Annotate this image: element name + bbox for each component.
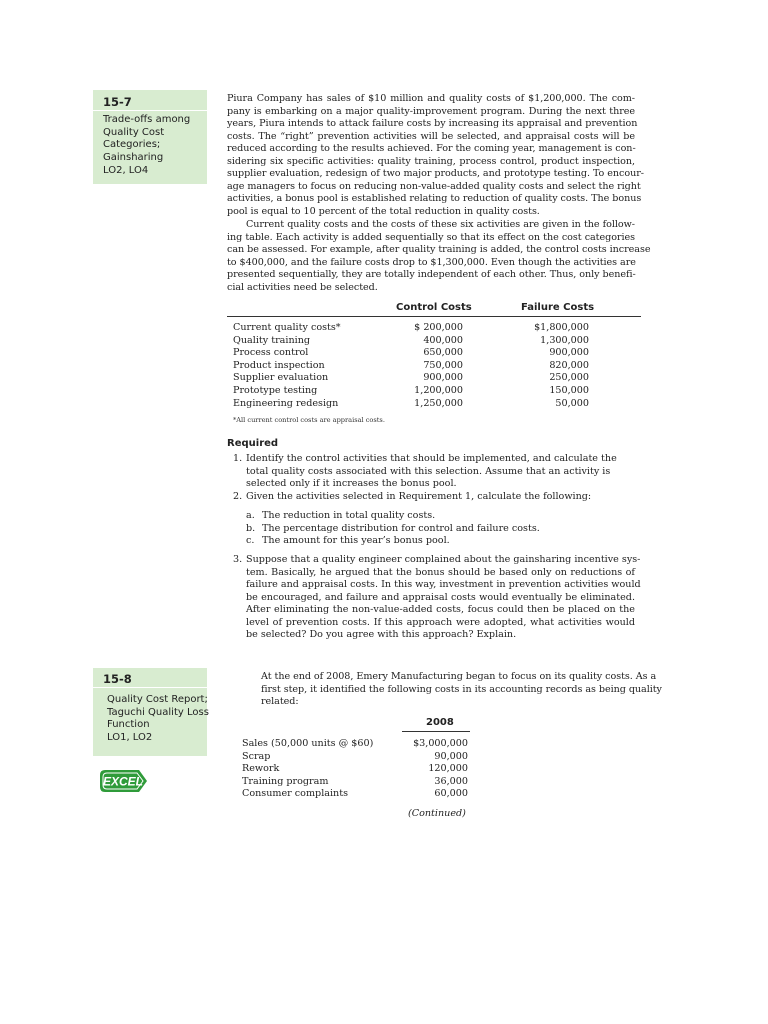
table-row: Sales (50,000 units @ $60) $3,000,000 <box>242 738 468 749</box>
requirement-2c: c. The amount for this year’s bonus pool. <box>246 535 450 547</box>
requirement-1: 1. Identify the control activities that should be implemented, and calculate the total quality costs associated with this selection. Assume that an activity is selected only if it increases the bonus pool. <box>233 453 617 490</box>
problem-topic: Quality Cost Report; Taguchi Quality Loss Function LO1, LO2 <box>107 694 209 744</box>
year-header: 2008 <box>426 717 454 728</box>
problem-number: 15-7 <box>103 95 132 109</box>
continued-label: (Continued) <box>408 808 466 819</box>
table-row: Engineering redesign 1,250,000 50,000 <box>233 397 589 409</box>
requirement-2b: b. The percentage distribution for control and failure costs. <box>246 522 540 534</box>
required-heading: Required <box>227 438 279 449</box>
requirement-3: 3. Suppose that a quality engineer complained about the gainsharing incentive sys- tem. Basically, he argued that the bonus should be based only on reductions of failure and appraisal costs. In this way, investment in prevention activities would be encouraged, and failure and appraisal costs would eventually be eliminated. After eliminating the non-value-added costs, focus could then be placed on the level of prevention costs. If this approach were adopted, what activities would be selected? Do you agree with this approach? Explain. <box>233 554 641 641</box>
problem-15-8-sidebar <box>93 668 207 756</box>
excel-badge-shape <box>99 769 149 793</box>
sidebar-divider <box>93 110 207 111</box>
problem-15-7-paragraph-1: Piura Company has sales of $10 million and quality costs of $1,200,000. The com- pany is embarking on a major quality-improvement program. During the next three years, Piura intends to attack failure costs by increasing its appraisal and prevention costs. The “right” prevention activities will be selected, and appraisal costs will be reduced according to the results achieved. For the coming year, management is con- sidering six specific activities: quality training, process control, product inspection, supplier evaluation, redesign of two major products, and prototype testing. To encour- age managers to focus on reducing non-value-added quality costs and select the right activities, a bonus pool is established relating to reduction of quality costs. The bonus pool is equal to 10 percent of the total reduction in quality costs. <box>227 93 644 217</box>
excel-icon <box>99 769 149 793</box>
problem-15-8-paragraph: At the end of 2008, Emery Manufacturing began to focus on its quality costs. As a first step, it identified the following costs in its accounting records as being quality related: <box>261 671 662 708</box>
control-costs-header: Control Costs <box>396 302 472 313</box>
table-row: Scrap 90,000 <box>242 750 468 762</box>
table-row: Rework 120,000 <box>242 763 468 775</box>
table-row: Consumer complaints 60,000 <box>242 788 468 800</box>
failure-costs-header: Failure Costs <box>521 302 595 313</box>
table-header-rule <box>227 316 641 317</box>
table-row: Product inspection 750,000 820,000 <box>233 359 589 371</box>
svg-text:EXCEL: EXCEL <box>102 774 144 789</box>
problem-15-7-paragraph-2: Current quality costs and the costs of these six activities are given in the follow- ing table. Each activity is added sequentially so that its effect on the cost categories can be assessed. For example, after quality training is added, the control costs increase to $400,000, and the failure costs drop to $1,300,000. Even though the activities are presented sequentially, they are totally independent of each other. Thus, only benefi- cial activities need be selected. <box>227 219 651 293</box>
requirement-2: 2. Given the activities selected in Requirement 1, calculate the following: <box>233 491 592 502</box>
table-row: Supplier evaluation 900,000 250,000 <box>233 372 589 384</box>
problem-topic: Trade-offs among Quality Cost Categories; Gainsharing LO2, LO4 <box>103 114 191 176</box>
table-row: Prototype testing 1,200,000 150,000 <box>233 385 589 396</box>
requirement-2a: a. The reduction in total quality costs. <box>246 510 436 521</box>
table-row: Process control 650,000 900,000 <box>233 347 589 359</box>
table-row: Training program 36,000 <box>242 775 468 787</box>
table-row: Quality training 400,000 1,300,000 <box>233 334 589 346</box>
table-footnote: *All current control costs are appraisal costs. <box>233 416 385 424</box>
sidebar-divider <box>93 687 207 688</box>
table-header-rule <box>402 731 470 732</box>
problem-15-7-sidebar <box>93 90 207 184</box>
problem-number: 15-8 <box>103 672 132 686</box>
table-row: Current quality costs* $ 200,000 $1,800,000 <box>233 322 589 333</box>
